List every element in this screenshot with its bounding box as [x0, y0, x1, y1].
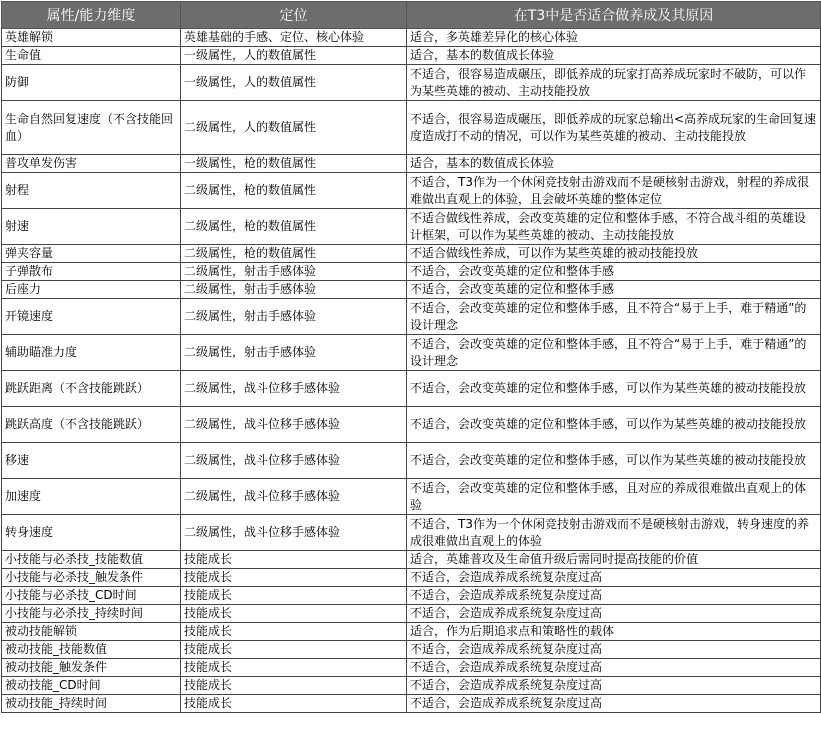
cell-position: 二级属性，战斗位移手感体验 [181, 371, 407, 407]
cell-position: 技能成长 [181, 587, 407, 605]
table-row [2, 47, 821, 65]
cell-attribute: 生命自然回复速度（不含技能回血） [2, 101, 181, 155]
cell-reason: 适合，英雄普攻及生命值升级后需同时提高技能的价值 [407, 551, 821, 569]
table-row [2, 263, 821, 281]
table-row [2, 677, 821, 695]
cell-position: 二级属性，人的数值属性 [181, 101, 407, 155]
table-row [2, 479, 821, 515]
table-row [2, 569, 821, 587]
table-row [2, 335, 821, 371]
cell-attribute: 生命值 [2, 47, 181, 65]
cell-reason: 不适合，很容易造成碾压，即低养成的玩家打高养成玩家时不破防，可以作为某些英雄的被动、主动技能投放 [407, 65, 821, 101]
cell-position: 二级属性，战斗位移手感体验 [181, 443, 407, 479]
cell-reason: 不适合，会改变英雄的定位和整体手感，可以作为某些英雄的被动技能投放 [407, 443, 821, 479]
cell-position: 二级属性，射击手感体验 [181, 335, 407, 371]
cell-reason: 不适合，会造成养成系统复杂度过高 [407, 641, 821, 659]
cell-reason: 不适合做线性养成，可以作为某些英雄的被动技能投放 [407, 245, 821, 263]
table-row [2, 155, 821, 173]
cell-position: 英雄基础的手感、定位、核心体验 [181, 29, 407, 47]
cell-attribute: 跳跃高度（不含技能跳跃） [2, 407, 181, 443]
cell-attribute: 小技能与必杀技_触发条件 [2, 569, 181, 587]
cell-position: 技能成长 [181, 605, 407, 623]
cell-attribute: 转身速度 [2, 515, 181, 551]
cell-reason: 不适合，很容易造成碾压，即低养成的玩家总输出<高养成玩家的生命回复速度造成打不动的情况，可以作为某些英雄的被动、主动技能投放 [407, 101, 821, 155]
cell-reason: 不适合，T3作为一个休闲竞技射击游戏而不是硬核射击游戏，转身速度的养成很难做出直观上的体验 [407, 515, 821, 551]
cell-attribute: 弹夹容量 [2, 245, 181, 263]
table-row [2, 587, 821, 605]
cell-position: 技能成长 [181, 551, 407, 569]
cell-attribute: 被动技能_触发条件 [2, 659, 181, 677]
cell-reason: 不适合，会造成养成系统复杂度过高 [407, 659, 821, 677]
cell-attribute: 子弹散布 [2, 263, 181, 281]
table-row [2, 605, 821, 623]
cell-position: 二级属性，战斗位移手感体验 [181, 479, 407, 515]
cell-position: 一级属性，人的数值属性 [181, 47, 407, 65]
cell-position: 二级属性，射击手感体验 [181, 263, 407, 281]
cell-position: 二级属性，射击手感体验 [181, 299, 407, 335]
cell-attribute: 被动技能_持续时间 [2, 695, 181, 713]
table-row [2, 695, 821, 713]
cell-reason: 不适合，会改变英雄的定位和整体手感，且不符合“易于上手，难于精通”的设计理念 [407, 335, 821, 371]
table-row [2, 281, 821, 299]
table-row [2, 101, 821, 155]
table-header-row [2, 2, 821, 29]
header-position: 定位 [181, 2, 407, 29]
table-row [2, 65, 821, 101]
table-row [2, 245, 821, 263]
table-row [2, 173, 821, 209]
cell-attribute: 防御 [2, 65, 181, 101]
cell-position: 技能成长 [181, 569, 407, 587]
cell-position: 技能成长 [181, 695, 407, 713]
cell-position: 二级属性，战斗位移手感体验 [181, 515, 407, 551]
cell-position: 技能成长 [181, 659, 407, 677]
cell-reason: 不适合，会改变英雄的定位和整体手感 [407, 281, 821, 299]
table-row [2, 371, 821, 407]
cell-reason: 不适合，会造成养成系统复杂度过高 [407, 587, 821, 605]
table-row [2, 623, 821, 641]
cell-attribute: 加速度 [2, 479, 181, 515]
cell-attribute: 开镜速度 [2, 299, 181, 335]
cell-reason: 不适合，会造成养成系统复杂度过高 [407, 605, 821, 623]
cell-reason: 不适合，T3作为一个休闲竞技射击游戏而不是硬核射击游戏，射程的养成很难做出直观上的体验，且会破坏英雄的整体定位 [407, 173, 821, 209]
cell-attribute: 辅助瞄准力度 [2, 335, 181, 371]
attribute-growth-table [1, 1, 821, 713]
cell-position: 二级属性，枪的数值属性 [181, 173, 407, 209]
cell-attribute: 被动技能_技能数值 [2, 641, 181, 659]
table-row [2, 299, 821, 335]
cell-position: 二级属性，枪的数值属性 [181, 209, 407, 245]
cell-attribute: 移速 [2, 443, 181, 479]
table-row [2, 551, 821, 569]
cell-reason: 适合，作为后期追求点和策略性的载体 [407, 623, 821, 641]
cell-reason: 不适合，会改变英雄的定位和整体手感，且不符合“易于上手，难于精通”的设计理念 [407, 299, 821, 335]
cell-attribute: 小技能与必杀技_CD时间 [2, 587, 181, 605]
cell-reason: 不适合，会造成养成系统复杂度过高 [407, 677, 821, 695]
cell-reason: 适合，多英雄差异化的核心体验 [407, 29, 821, 47]
cell-position: 一级属性，人的数值属性 [181, 65, 407, 101]
cell-attribute: 射速 [2, 209, 181, 245]
cell-reason: 不适合，会造成养成系统复杂度过高 [407, 695, 821, 713]
table-row [2, 515, 821, 551]
table-row [2, 407, 821, 443]
cell-reason: 适合，基本的数值成长体验 [407, 47, 821, 65]
cell-position: 技能成长 [181, 641, 407, 659]
cell-position: 技能成长 [181, 677, 407, 695]
header-attribute: 属性/能力维度 [2, 2, 181, 29]
cell-attribute: 普攻单发伤害 [2, 155, 181, 173]
cell-reason: 不适合，会改变英雄的定位和整体手感，且对应的养成很难做出直观上的体验 [407, 479, 821, 515]
table-row [2, 659, 821, 677]
cell-attribute: 后座力 [2, 281, 181, 299]
table-row [2, 209, 821, 245]
cell-attribute: 小技能与必杀技_持续时间 [2, 605, 181, 623]
cell-reason: 不适合，会改变英雄的定位和整体手感，可以作为某些英雄的被动技能投放 [407, 371, 821, 407]
cell-position: 二级属性，战斗位移手感体验 [181, 407, 407, 443]
cell-attribute: 跳跃距离（不含技能跳跃） [2, 371, 181, 407]
cell-position: 二级属性，射击手感体验 [181, 281, 407, 299]
table-row [2, 443, 821, 479]
cell-position: 二级属性，枪的数值属性 [181, 245, 407, 263]
cell-attribute: 英雄解锁 [2, 29, 181, 47]
cell-attribute: 被动技能_CD时间 [2, 677, 181, 695]
cell-reason: 不适合，会改变英雄的定位和整体手感，可以作为某些英雄的被动技能投放 [407, 407, 821, 443]
cell-position: 一级属性，枪的数值属性 [181, 155, 407, 173]
cell-attribute: 被动技能解锁 [2, 623, 181, 641]
table-row [2, 29, 821, 47]
cell-reason: 不适合做线性养成，会改变英雄的定位和整体手感，不符合战斗组的英雄设计框架，可以作为某些英雄的被动、主动技能投放 [407, 209, 821, 245]
cell-reason: 适合，基本的数值成长体验 [407, 155, 821, 173]
cell-reason: 不适合，会改变英雄的定位和整体手感 [407, 263, 821, 281]
cell-reason: 不适合，会造成养成系统复杂度过高 [407, 569, 821, 587]
cell-position: 技能成长 [181, 623, 407, 641]
header-reason: 在T3中是否适合做养成及其原因 [407, 2, 821, 29]
cell-attribute: 小技能与必杀技_技能数值 [2, 551, 181, 569]
table-row [2, 641, 821, 659]
cell-attribute: 射程 [2, 173, 181, 209]
